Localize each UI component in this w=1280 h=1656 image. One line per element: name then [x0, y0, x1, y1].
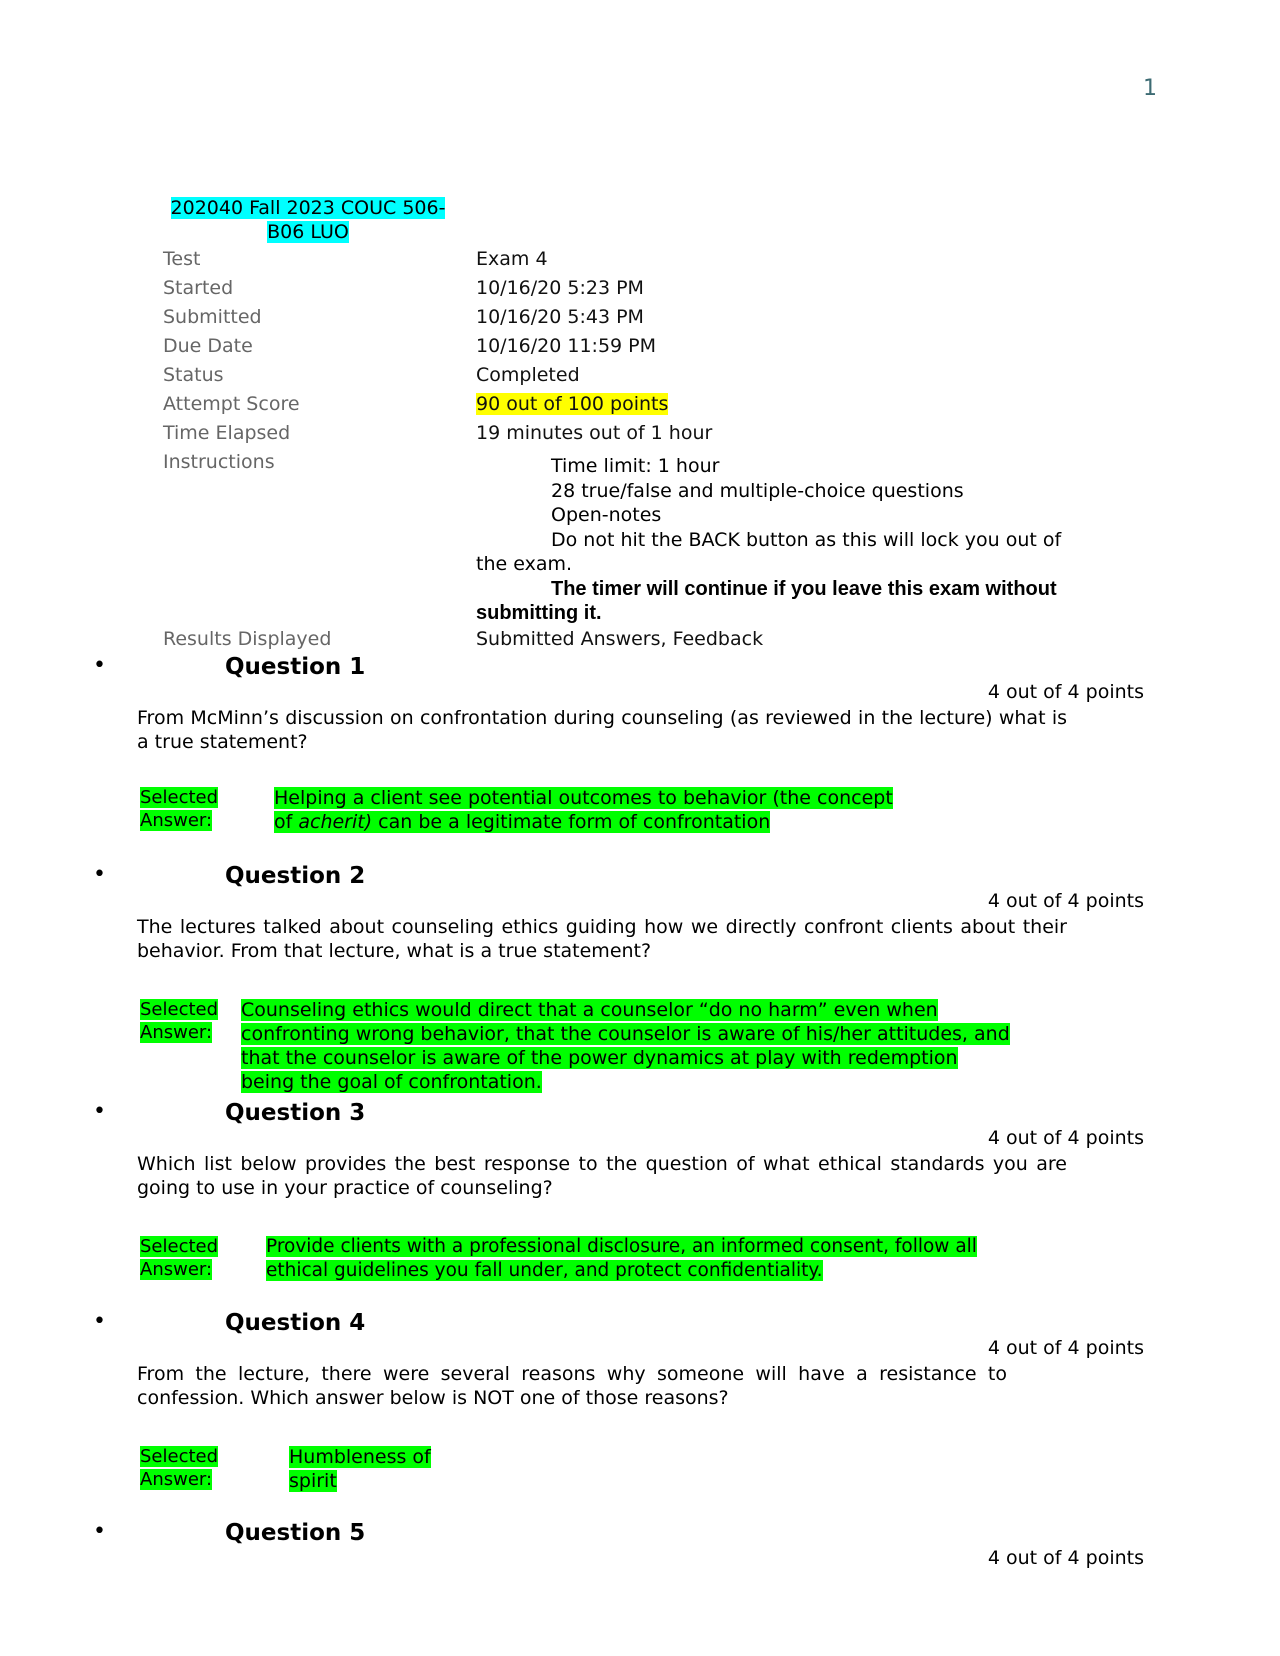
bullet-icon: •: [93, 1099, 106, 1124]
selected-label-line1: Selected: [140, 999, 219, 1020]
bullet-icon: •: [93, 1519, 106, 1544]
question-points: 4 out of 4 points: [987, 1337, 1144, 1359]
instructions-line: Open-notes: [551, 504, 662, 526]
selected-label-line1: Selected: [140, 1446, 219, 1467]
meta-value-test: Exam 4: [476, 248, 548, 270]
answer-italic-text: acherit): [298, 811, 373, 833]
instructions-block: [476, 454, 1110, 626]
answer-text: can be a legitimate form of confrontation: [372, 811, 771, 833]
selected-label-line2: Answer:: [140, 1469, 213, 1490]
question-title: Question 1: [225, 654, 366, 680]
course-title-line2: B06 LUO: [267, 221, 349, 243]
course-title: [163, 196, 453, 244]
meta-value-time-elapsed: 19 minutes out of 1 hour: [476, 422, 713, 444]
instructions-line: Do not hit the BACK button as this will lock you out of: [551, 528, 1062, 551]
bullet-icon: •: [93, 862, 106, 887]
question-text: Which list below provides the best response to the question of what ethical standards you are going to use in your practice of counseling?: [137, 1153, 1067, 1199]
meta-value-started: 10/16/20 5:23 PM: [476, 277, 644, 299]
selected-label-line1: Selected: [140, 1236, 219, 1257]
selected-answer-label: [140, 786, 220, 832]
meta-label-test: Test: [163, 248, 201, 270]
question-title: Question 3: [225, 1100, 366, 1126]
answer-line: being the goal of confrontation.: [241, 1071, 542, 1093]
selected-answer: [266, 1235, 977, 1283]
selected-label-line1: Selected: [140, 787, 219, 808]
question-title: Question 5: [225, 1520, 366, 1546]
meta-label-started: Started: [163, 277, 234, 299]
meta-label-submitted: Submitted: [163, 306, 262, 328]
selected-answer: [289, 1445, 431, 1493]
instructions-line: 28 true/false and multiple-choice questions: [551, 479, 964, 502]
answer-line: confronting wrong behavior, that the counselor is aware of his/her attitudes, and: [241, 1023, 1010, 1045]
bullet-icon: •: [93, 1309, 106, 1334]
question-text: From the lecture, there were several reasons why someone will have a resistance to confession. Which answer below is NOT one of those reasons?: [137, 1363, 1007, 1409]
meta-label-time-elapsed: Time Elapsed: [163, 422, 291, 444]
meta-label-status: Status: [163, 364, 224, 386]
bullet-icon: •: [93, 653, 106, 678]
course-title-line1: 202040 Fall 2023 COUC 506-: [170, 197, 446, 219]
meta-label-due-date: Due Date: [163, 335, 253, 357]
instructions-line: Time limit: 1 hour: [551, 455, 720, 477]
answer-line: Provide clients with a professional disclosure, an informed consent, follow all: [266, 1236, 977, 1257]
page-number: 1: [1143, 76, 1157, 101]
selected-answer-label: [140, 1235, 220, 1281]
selected-label-line2: Answer:: [140, 810, 213, 831]
question-text: From McMinn’s discussion on confrontation during counseling (as reviewed in the lecture) what is a true statement?: [137, 707, 1067, 753]
meta-label-attempt-score: Attempt Score: [163, 393, 300, 415]
answer-line: spirit: [289, 1470, 337, 1492]
question-points: 4 out of 4 points: [987, 681, 1144, 703]
meta-value-status: Completed: [476, 364, 580, 386]
selected-answer-label: [140, 998, 220, 1044]
question-text: The lectures talked about counseling ethics guiding how we directly confront clients about their behavior. From that lecture, what is a true statement?: [137, 916, 1067, 962]
meta-value-submitted: 10/16/20 5:43 PM: [476, 306, 644, 328]
instructions-warning: The timer will continue if you leave this exam without: [551, 577, 1057, 600]
meta-value-attempt-score: [476, 392, 668, 416]
question-points: 4 out of 4 points: [987, 890, 1144, 912]
instructions-warning: submitting it.: [476, 602, 602, 624]
answer-line: [274, 811, 770, 833]
meta-label-instructions: Instructions: [163, 451, 275, 473]
selected-label-line2: Answer:: [140, 1022, 213, 1043]
question-title: Question 4: [225, 1310, 366, 1336]
answer-line: that the counselor is aware of the power dynamics at play with redemption: [241, 1047, 958, 1069]
selected-answer: [274, 786, 893, 834]
answer-line: Humbleness of: [289, 1446, 431, 1468]
answer-text: of: [274, 811, 299, 833]
selected-label-line2: Answer:: [140, 1259, 213, 1280]
meta-value-due-date: 10/16/20 11:59 PM: [476, 335, 657, 357]
question-points: 4 out of 4 points: [987, 1127, 1144, 1149]
instructions-line: the exam.: [476, 553, 573, 575]
meta-label-results-displayed: Results Displayed: [163, 628, 332, 650]
answer-line: Counseling ethics would direct that a counselor “do no harm” even when: [241, 999, 938, 1021]
question-points: 4 out of 4 points: [987, 1547, 1144, 1569]
meta-value-results-displayed: Submitted Answers, Feedback: [476, 628, 764, 650]
attempt-score-highlight: 90 out of 100 points: [476, 393, 669, 415]
question-title: Question 2: [225, 863, 366, 889]
selected-answer: [241, 998, 1010, 1094]
answer-line: Helping a client see potential outcomes to behavior (the concept: [274, 787, 893, 809]
answer-line: ethical guidelines you fall under, and protect confidentiality.: [266, 1260, 823, 1281]
selected-answer-label: [140, 1445, 220, 1491]
